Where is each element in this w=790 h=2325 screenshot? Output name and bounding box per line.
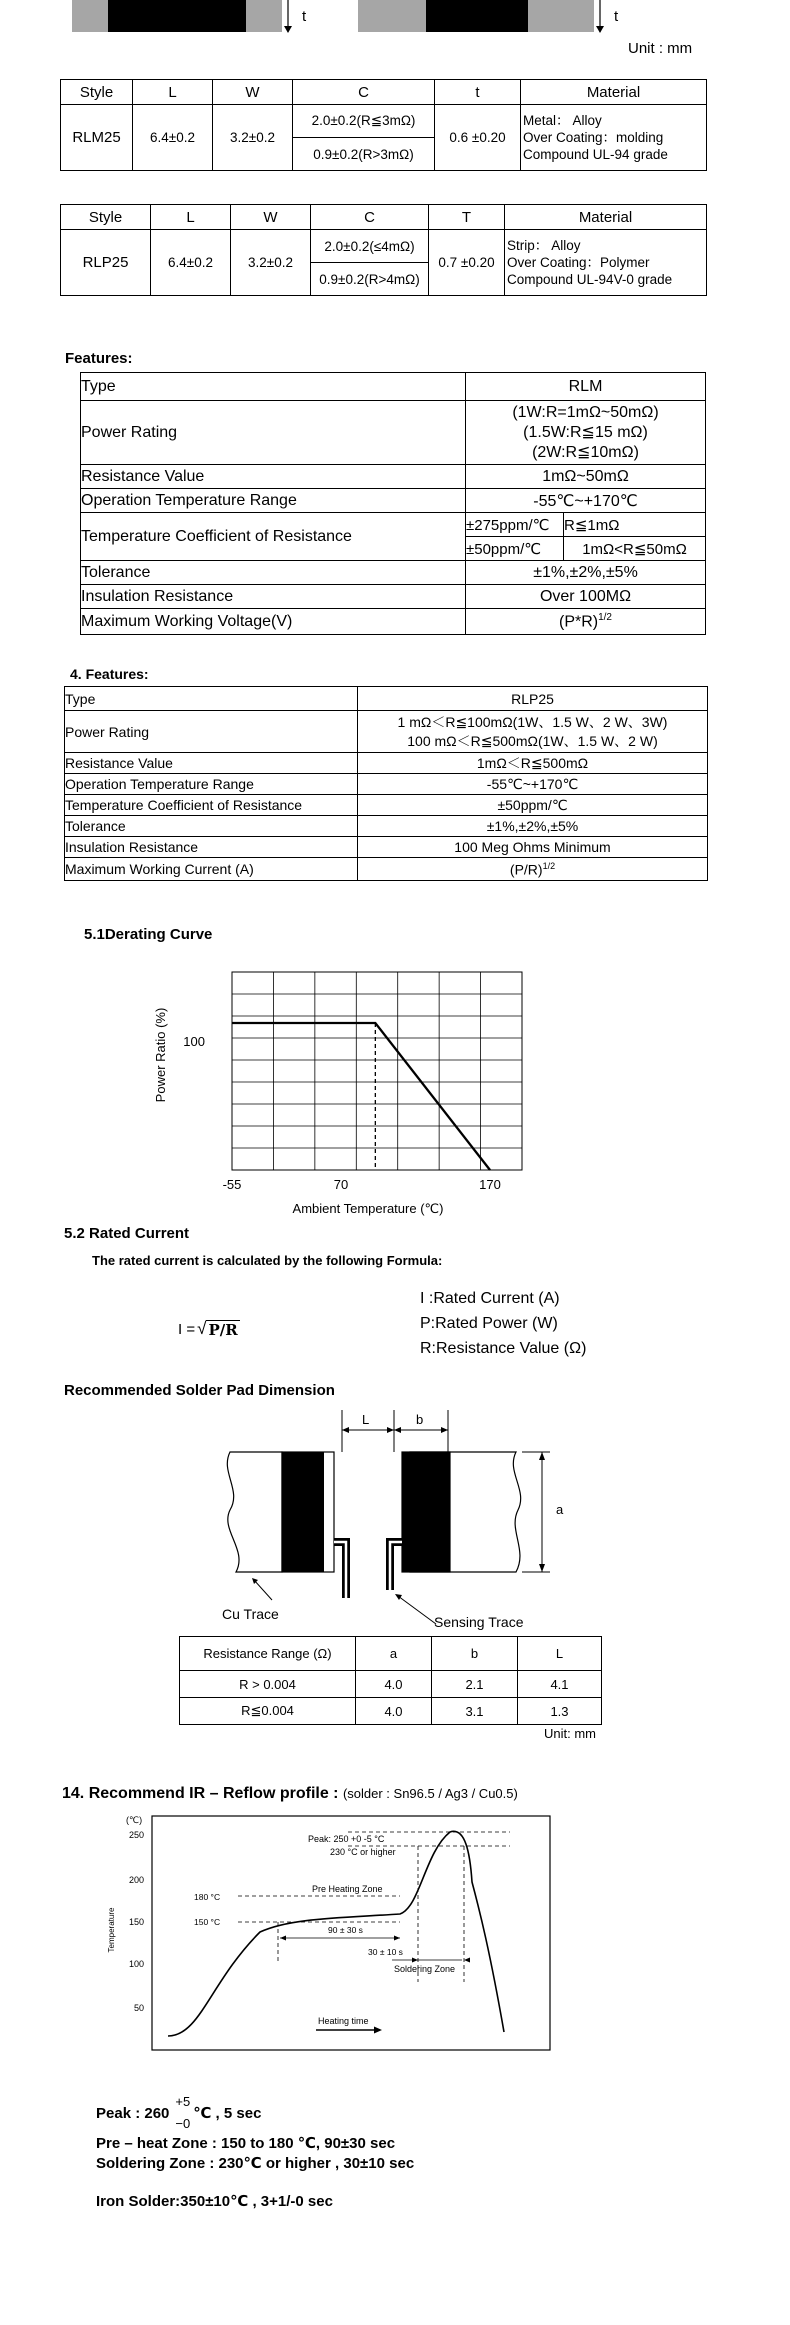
x-tick-label: -55: [222, 1177, 242, 1192]
row-value: -55℃~+170℃: [466, 489, 706, 513]
y-axis-label: Power Ratio (%): [153, 1007, 168, 1103]
material-line: Compound UL-94 grade: [523, 147, 668, 162]
peak-tol-plus: +5: [175, 2094, 191, 2109]
span-30-label: 30 ± 10 s: [368, 1947, 403, 1957]
plot-frame: [232, 972, 522, 1170]
t180-label: 180 °C: [194, 1892, 221, 1902]
material-line: Strip： Alloy: [507, 238, 581, 253]
above230-label: 230 °C or higher: [330, 1847, 396, 1857]
dim-a-label: a: [556, 1502, 564, 1517]
row-label: Type: [81, 373, 466, 401]
header-material: Material: [505, 205, 707, 230]
sqrt-symbol: √: [197, 1319, 207, 1338]
y-tick: 50: [133, 2003, 144, 2013]
preheat-zone-label: Pre Heating Zone: [312, 1884, 383, 1894]
legend-line: I :Rated Current (A): [420, 1290, 560, 1307]
legend-line: R:Resistance Value (Ω): [420, 1340, 587, 1357]
row-label: Temperature Coefficient of Resistance: [81, 513, 466, 561]
current-exponent: 1/2: [542, 860, 556, 871]
solder-pad-drawing: [220, 1400, 600, 1640]
solder-pad-table: [179, 1636, 602, 1725]
derating-heading: 5.1Derating Curve: [84, 926, 213, 943]
power-rating-values: [466, 401, 706, 465]
reflow-heading-line: [62, 1785, 518, 1803]
preheat-note: Pre – heat Zone : 150 to 180 ℃, 90±30 sec: [96, 2135, 396, 2152]
tcr-range: R≦1mΩ: [564, 513, 706, 537]
rated-current-heading: 5.2 Rated Current: [64, 1225, 190, 1242]
cu-trace-label: Cu Trace: [222, 1606, 279, 1622]
header-a: a: [356, 1637, 432, 1671]
derating-grid: [232, 972, 522, 1170]
voltage-exponent: 1/2: [598, 611, 612, 623]
row-value: ±50ppm/℃: [358, 795, 708, 816]
cell: 4.0: [356, 1698, 432, 1725]
row-label: Maximum Working Voltage(V): [81, 609, 466, 635]
y-tick: 100: [128, 1959, 144, 1969]
table-row: [180, 1671, 602, 1698]
row-label: Insulation Resistance: [81, 585, 466, 609]
header-style: Style: [61, 205, 151, 230]
solder-unit-label: Unit: mm: [544, 1726, 596, 1741]
header-C: C: [293, 80, 435, 105]
L-value: 6.4±0.2: [133, 105, 213, 171]
row-value: 1mΩ＜R≦500mΩ: [358, 753, 708, 774]
row-label: Insulation Resistance: [65, 837, 358, 858]
tcr-value: ±50ppm/℃: [466, 537, 564, 561]
unit-label: Unit : mm: [628, 40, 693, 57]
row-value: ±1%,±2%,±5%: [358, 816, 708, 837]
features-rlp-table: [64, 686, 708, 881]
y-unit-label: (℃): [126, 1815, 143, 1825]
power-value: (1W:R=1mΩ~50mΩ): [512, 403, 659, 421]
style-value: RLP25: [61, 230, 151, 296]
header-W: W: [231, 205, 311, 230]
rated-current-legend: [420, 1286, 586, 1361]
material-cell: [505, 230, 707, 296]
row-label: Operation Temperature Range: [81, 489, 466, 513]
row-label: Operation Temperature Range: [65, 774, 358, 795]
W-value: 3.2±0.2: [213, 105, 293, 171]
iron-solder-note: Iron Solder:350±10℃ , 3+1/-0 sec: [96, 2193, 333, 2210]
W-value: 3.2±0.2: [231, 230, 311, 296]
T-value: 0.7 ±0.20: [429, 230, 505, 296]
row-value: [466, 609, 706, 635]
legend-line: P:Rated Power (W): [420, 1315, 558, 1332]
peak-tolerance: [175, 2095, 190, 2131]
power-rating-values: [358, 711, 708, 753]
t-label-right: t: [614, 8, 619, 25]
cell: 3.1: [432, 1698, 518, 1725]
row-label: Maximum Working Current (A): [65, 858, 358, 881]
heating-time-label: Heating time: [318, 2016, 369, 2026]
dim-b-label: b: [416, 1412, 424, 1427]
peak-note-prefix: Peak : 260: [96, 2104, 170, 2122]
features-rlm-table: [80, 372, 706, 635]
header-L: L: [518, 1637, 602, 1671]
row-label: Power Rating: [81, 401, 466, 465]
soldering-zone-label: Soldering Zone: [394, 1964, 456, 1974]
row-value: -55℃~+170℃: [358, 774, 708, 795]
t-label-left: t: [302, 8, 307, 25]
C-value-2: 0.9±0.2(R>3mΩ): [293, 138, 435, 171]
peak-note-suffix: ℃ , 5 sec: [193, 2105, 262, 2122]
reflow-chart: [100, 1812, 560, 2052]
voltage-formula: (P*R): [558, 613, 599, 631]
row-value: 1mΩ~50mΩ: [466, 465, 706, 489]
y-tick: 200: [128, 1875, 144, 1885]
C-value-1: 2.0±0.2(≤4mΩ): [311, 230, 429, 263]
style-value: RLM25: [61, 105, 133, 171]
x-axis-label: Ambient Temperature (℃): [292, 1201, 444, 1216]
row-label: Tolerance: [65, 816, 358, 837]
rated-current-subheading: The rated current is calculated by the following Formula:: [92, 1253, 443, 1268]
header-L: L: [151, 205, 231, 230]
row-value: Over 100MΩ: [466, 585, 706, 609]
C-value-1: 2.0±0.2(R≦3mΩ): [293, 105, 435, 138]
rated-current-formula: [178, 1319, 240, 1339]
cell: R > 0.004: [180, 1671, 356, 1698]
reflow-solder-note: (solder : Sn96.5 / Ag3 / Cu0.5): [342, 1786, 518, 1801]
power-value: 100 mΩ＜R≦500mΩ(1W、1.5 W、2 W): [407, 732, 658, 749]
features-rlp-heading: 4. Features:: [70, 666, 149, 682]
solder-pad-heading: Recommended Solder Pad Dimension: [64, 1382, 335, 1399]
table-row: [180, 1698, 602, 1725]
peak-label: Peak: 250 +0 -5 °C: [308, 1834, 385, 1844]
top-dimension-figure: [0, 0, 790, 60]
row-value: 100 Meg Ohms Minimum: [358, 837, 708, 858]
tcr-value: ±275ppm/℃: [466, 513, 564, 537]
cell: R≦0.004: [180, 1698, 356, 1725]
y-tick: 250: [128, 1830, 144, 1840]
t-value: 0.6 ±0.20: [435, 105, 521, 171]
row-label: Power Rating: [65, 711, 358, 753]
header-W: W: [213, 80, 293, 105]
x-tick-label: 70: [333, 1177, 349, 1192]
cell: 1.3: [518, 1698, 602, 1725]
dim-L-label: L: [362, 1412, 370, 1427]
header-b: b: [432, 1637, 518, 1671]
peak-note: [96, 2095, 261, 2131]
cell: 2.1: [432, 1671, 518, 1698]
row-label: Tolerance: [81, 561, 466, 585]
current-formula: (P/R): [509, 861, 543, 878]
material-line: Compound UL-94V-0 grade: [507, 272, 673, 287]
row-value: ±1%,±2%,±5%: [466, 561, 706, 585]
cell: 4.1: [518, 1671, 602, 1698]
x-tick-label: 170: [479, 1177, 501, 1192]
sensing-trace-label: Sensing Trace: [434, 1614, 524, 1630]
cell: 4.0: [356, 1671, 432, 1698]
row-label: Temperature Coefficient of Resistance: [65, 795, 358, 816]
formula-radicand: P/R: [208, 1320, 238, 1339]
derating-chart: [140, 970, 560, 1220]
row-label: Type: [65, 687, 358, 711]
L-value: 6.4±0.2: [151, 230, 231, 296]
tcr-range: 1mΩ<R≦50mΩ: [564, 537, 706, 561]
row-value: RLM: [466, 373, 706, 401]
power-value: (1.5W:R≦15 mΩ): [523, 423, 648, 441]
header-style: Style: [61, 80, 133, 105]
span-90-label: 90 ± 30 s: [328, 1925, 363, 1935]
C-value-2: 0.9±0.2(R>4mΩ): [311, 263, 429, 296]
row-label: Resistance Value: [65, 753, 358, 774]
power-value: 1 mΩ＜R≦100mΩ(1W、1.5 W、2 W、3W): [397, 713, 668, 730]
material-line: Over Coating：molding: [523, 130, 664, 145]
y-tick-label: 100: [183, 1034, 205, 1049]
y-tick: 150: [128, 1917, 144, 1927]
y-axis-label: Temperature: [107, 1907, 116, 1953]
header-t: t: [435, 80, 521, 105]
rlp25-dimension-table: [60, 204, 707, 296]
reflow-heading: 14. Recommend IR – Reflow profile :: [62, 1785, 339, 1802]
peak-tol-minus: −0: [175, 2116, 191, 2131]
material-line: Metal： Alloy: [523, 113, 602, 128]
header-material: Material: [521, 80, 707, 105]
material-cell: [521, 105, 707, 171]
formula-prefix: I =: [178, 1320, 196, 1338]
header-C: C: [311, 205, 429, 230]
header-T: T: [429, 205, 505, 230]
header-resistance-range: Resistance Range (Ω): [180, 1637, 356, 1671]
t150-label: 150 °C: [194, 1917, 221, 1927]
header-L: L: [133, 80, 213, 105]
features-rlm-heading: Features:: [65, 350, 133, 367]
material-line: Over Coating：Polymer: [507, 255, 650, 270]
row-label: Resistance Value: [81, 465, 466, 489]
soldering-note: Soldering Zone : 230℃ or higher , 30±10 sec: [96, 2155, 415, 2172]
power-value: (2W:R≦10mΩ): [532, 443, 639, 461]
rlm25-dimension-table: [60, 79, 707, 171]
row-value: [358, 858, 708, 881]
row-value: RLP25: [358, 687, 708, 711]
